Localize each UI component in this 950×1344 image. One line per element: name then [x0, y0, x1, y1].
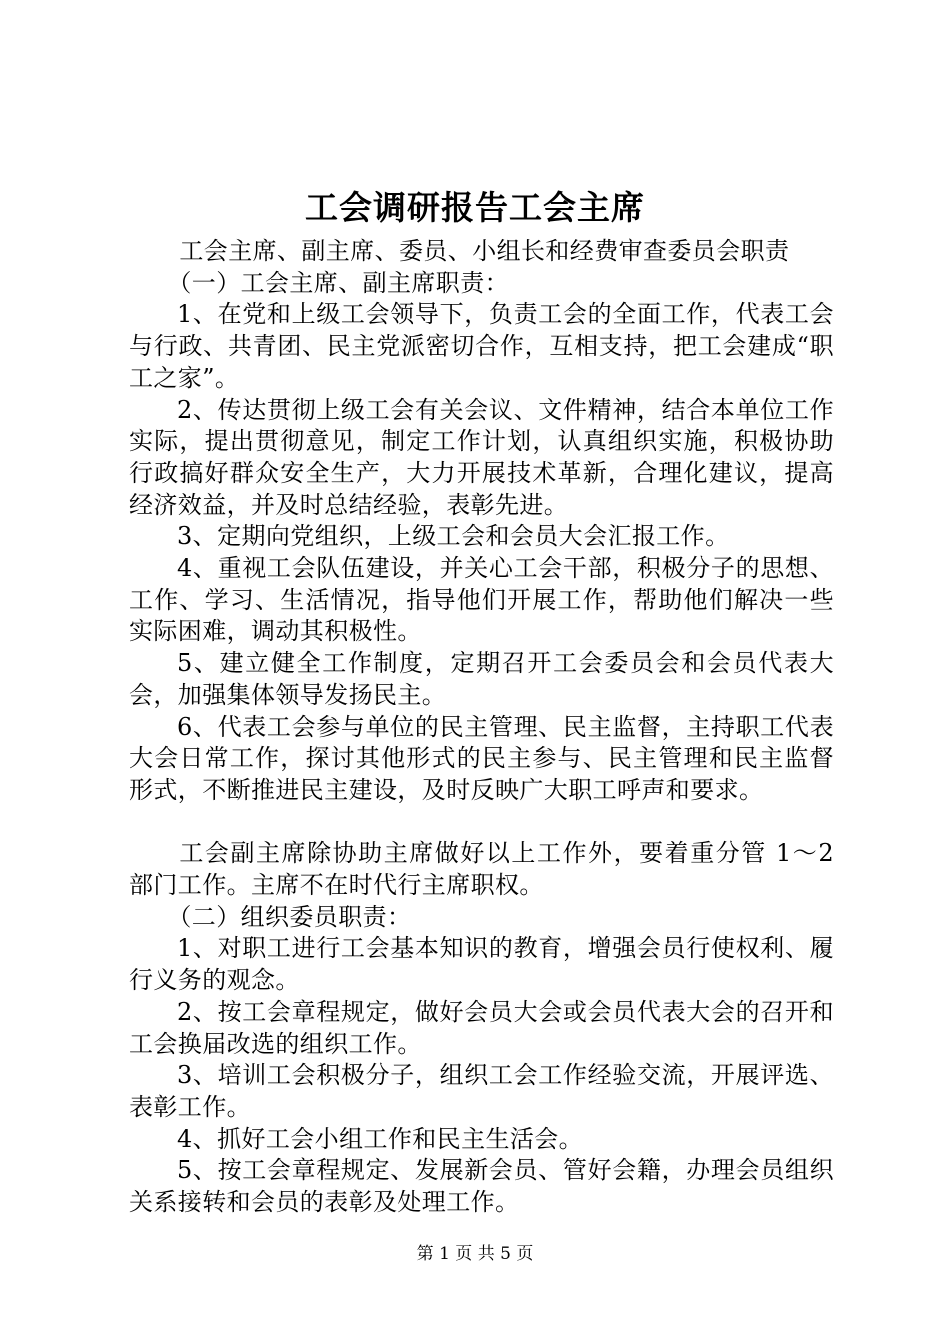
paragraph-org-duty-4: 4、抓好工会小组工作和民主生活会。 — [177, 1124, 584, 1153]
section-heading-chair-duties: （一）工会主席、副主席职责： — [167, 268, 509, 297]
document-body — [129, 236, 834, 1219]
paragraph-org-duty-5: 5、按工会章程规定、发展新会员、管好会籍，办理会员组织关系接转和会员的表彰及处理工作。 — [129, 1156, 834, 1217]
paragraph-org-duty-3: 3、培训工会积极分子，组织工会工作经验交流，开展评选、表彰工作。 — [129, 1061, 834, 1121]
paragraph-chair-duty-5: 5、建立健全工作制度，定期召开工会委员会和会员代表大会，加强集体领导发扬民主。 — [129, 649, 834, 709]
section-heading-organization-duties: （二）组织委员职责： — [167, 902, 412, 931]
paragraph-chair-duty-4: 4、重视工会队伍建设，并关心工会干部，积极分子的思想、工作、学习、生活情况，指导他们开展工作，帮助他们解决一些实际困难，调动其积极性。 — [129, 554, 834, 646]
paragraph-chair-duty-2: 2、传达贯彻上级工会有关会议、文件精神，结合本单位工作实际，提出贯彻意见，制定工作计划，认真组织实施，积极协助行政搞好群众安全生产，大力开展技术革新，合理化建议，提高经济效益，并及时总结经验，表彰先进。 — [129, 395, 834, 519]
document-title: 工会调研报告工会主席 — [305, 188, 645, 227]
paragraph-chair-duty-6: 6、代表工会参与单位的民主管理、民主监督，主持职工代表大会日常工作，探讨其他形式的民主参与、民主管理和民主监督形式，不断推进民主建设，及时反映广大职工呼声和要求。 — [129, 712, 834, 804]
paragraph-chair-duty-1: 1、在党和上级工会领导下，负责工会的全面工作，代表工会与行政、共青团、民主党派密切合作，互相支持，把工会建成“职工之家”。 — [129, 300, 834, 392]
paragraph-chair-duty-3: 3、定期向党组织，上级工会和会员大会汇报工作。 — [177, 522, 730, 551]
paragraph-org-duty-1: 1、对职工进行工会基本知识的教育，增强会员行使权利、履行义务的观念。 — [129, 934, 834, 995]
paragraph-intro: 工会主席、副主席、委员、小组长和经费审查委员会职责 — [179, 237, 790, 265]
page-number-footer: 第 1 页 共 5 页 — [416, 1244, 534, 1264]
paragraph-vice-chair-note: 工会副主席除协助主席做好以上工作外，要着重分管 1～2 部门工作。主席不在时代行主席职权。 — [129, 839, 834, 900]
paragraph-org-duty-2: 2、按工会章程规定，做好会员大会或会员代表大会的召开和工会换届改选的组织工作。 — [129, 997, 834, 1058]
paragraph-spacer — [129, 807, 834, 839]
